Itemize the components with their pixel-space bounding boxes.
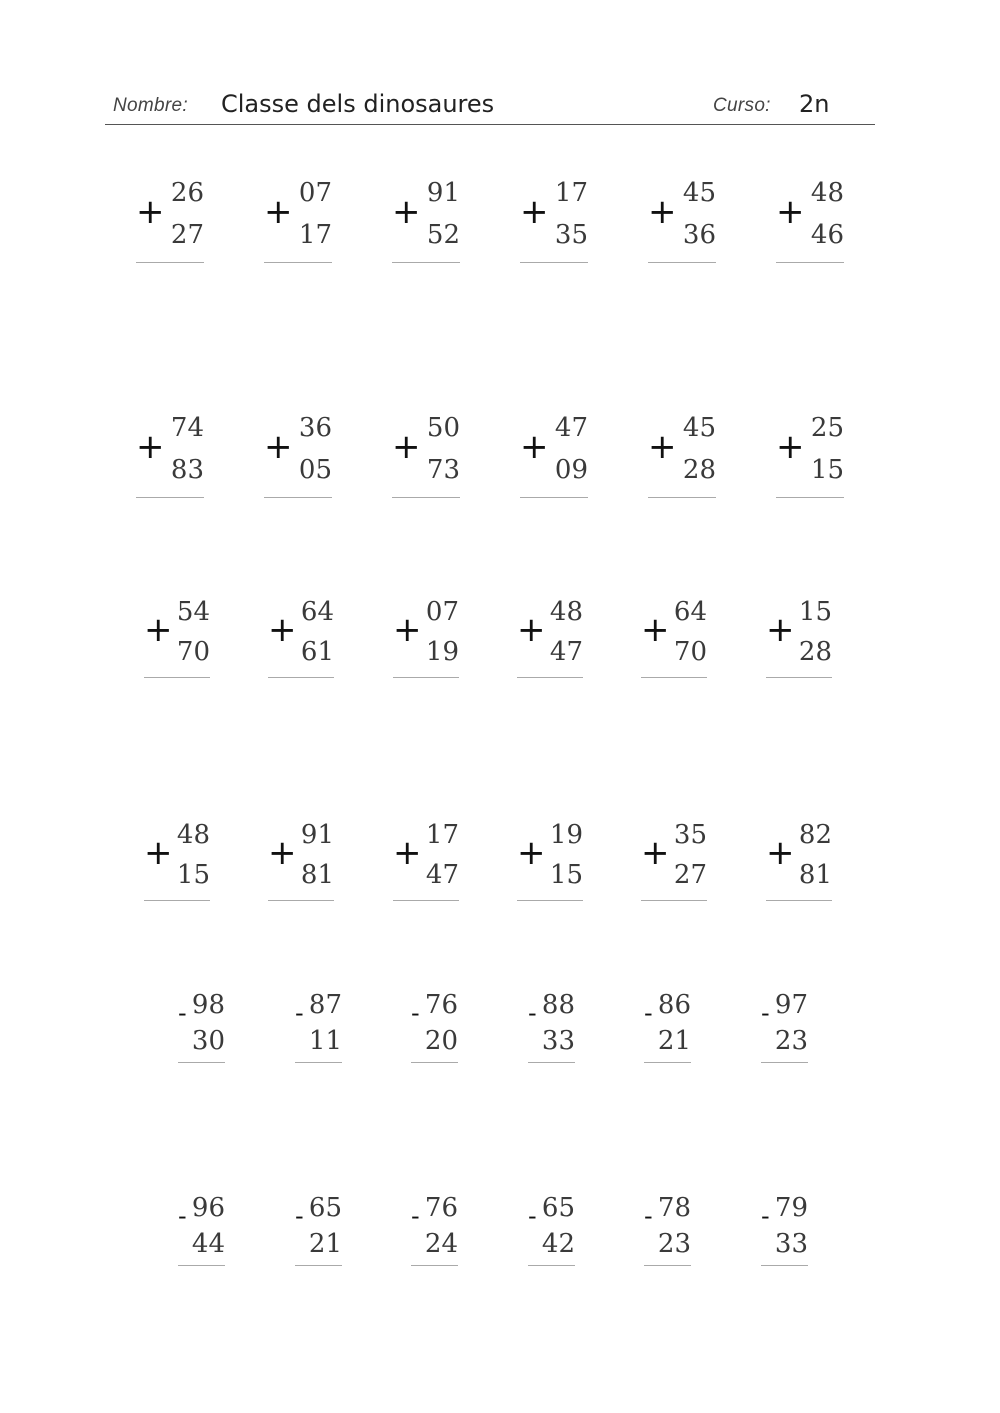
top-number: 50	[426, 413, 460, 443]
answer-line	[761, 1265, 808, 1266]
answer-line	[295, 1265, 342, 1266]
bottom-number: 28	[682, 455, 716, 485]
answer-line	[761, 1062, 808, 1063]
top-number: 86	[657, 990, 691, 1020]
minus-sign: -	[528, 999, 537, 1027]
bottom-number: 21	[308, 1229, 342, 1259]
subtraction-problem	[761, 1193, 808, 1283]
answer-line	[644, 1265, 691, 1266]
addition-problem	[136, 413, 204, 503]
addition-problem	[268, 597, 334, 687]
plus-sign: +	[264, 427, 293, 467]
answer-line	[766, 900, 832, 901]
subtraction-problem	[178, 1193, 225, 1283]
top-number: 48	[549, 597, 583, 627]
answer-line	[392, 497, 460, 498]
plus-sign: +	[268, 833, 297, 873]
top-number: 36	[298, 413, 332, 443]
plus-sign: +	[264, 192, 293, 232]
addition-problem	[268, 820, 334, 910]
answer-line	[268, 677, 334, 678]
subtraction-problem	[528, 1193, 575, 1283]
addition-problem	[264, 178, 332, 268]
answer-line	[393, 900, 459, 901]
answer-line	[520, 497, 588, 498]
bottom-number: 47	[425, 860, 459, 890]
answer-line	[520, 262, 588, 263]
subtraction-problem	[644, 1193, 691, 1283]
bottom-number: 30	[191, 1026, 225, 1056]
bottom-number: 47	[549, 637, 583, 667]
bottom-number: 27	[170, 220, 204, 250]
plus-sign: +	[648, 192, 677, 232]
plus-sign: +	[776, 427, 805, 467]
top-number: 64	[673, 597, 707, 627]
answer-line	[776, 262, 844, 263]
bottom-number: 81	[300, 860, 334, 890]
answer-line	[136, 497, 204, 498]
bottom-number: 27	[673, 860, 707, 890]
bottom-number: 36	[682, 220, 716, 250]
top-number: 17	[554, 178, 588, 208]
answer-line	[641, 900, 707, 901]
addition-problem	[776, 413, 844, 503]
bottom-number: 24	[424, 1229, 458, 1259]
top-number: 17	[425, 820, 459, 850]
bottom-number: 46	[810, 220, 844, 250]
answer-line	[393, 677, 459, 678]
answer-line	[528, 1265, 575, 1266]
addition-problem	[517, 597, 583, 687]
subtraction-problem	[411, 990, 458, 1080]
bottom-number: 33	[541, 1026, 575, 1056]
subtraction-problem	[644, 990, 691, 1080]
bottom-number: 33	[774, 1229, 808, 1259]
top-number: 35	[673, 820, 707, 850]
answer-line	[517, 900, 583, 901]
answer-line	[766, 677, 832, 678]
answer-line	[392, 262, 460, 263]
bottom-number: 15	[176, 860, 210, 890]
addition-problem	[766, 820, 832, 910]
answer-line	[528, 1062, 575, 1063]
subtraction-problem	[761, 990, 808, 1080]
addition-problem	[144, 597, 210, 687]
addition-problem	[393, 597, 459, 687]
top-number: 91	[426, 178, 460, 208]
answer-line	[411, 1062, 458, 1063]
bottom-number: 23	[774, 1026, 808, 1056]
top-number: 19	[549, 820, 583, 850]
plus-sign: +	[393, 610, 422, 650]
addition-problem	[776, 178, 844, 268]
answer-line	[136, 262, 204, 263]
top-number: 88	[541, 990, 575, 1020]
answer-line	[648, 262, 716, 263]
plus-sign: +	[517, 833, 546, 873]
minus-sign: -	[761, 999, 770, 1027]
name-value: Classe dels dinosaures	[221, 90, 495, 118]
bottom-number: 17	[298, 220, 332, 250]
bottom-number: 81	[798, 860, 832, 890]
top-number: 79	[774, 1193, 808, 1223]
answer-line	[648, 497, 716, 498]
course-label: Curso:	[713, 95, 771, 116]
top-number: 07	[298, 178, 332, 208]
bottom-number: 09	[554, 455, 588, 485]
top-number: 15	[798, 597, 832, 627]
addition-problem	[648, 413, 716, 503]
answer-line	[144, 677, 210, 678]
answer-line	[641, 677, 707, 678]
plus-sign: +	[136, 192, 165, 232]
top-number: 97	[774, 990, 808, 1020]
top-number: 45	[682, 413, 716, 443]
addition-problem	[264, 413, 332, 503]
plus-sign: +	[144, 833, 173, 873]
minus-sign: -	[411, 1202, 420, 1230]
addition-problem	[392, 413, 460, 503]
addition-problem	[520, 413, 588, 503]
top-number: 64	[300, 597, 334, 627]
answer-line	[178, 1265, 225, 1266]
plus-sign: +	[641, 833, 670, 873]
top-number: 91	[300, 820, 334, 850]
answer-line	[264, 262, 332, 263]
top-number: 54	[176, 597, 210, 627]
plus-sign: +	[392, 192, 421, 232]
subtraction-problem	[528, 990, 575, 1080]
bottom-number: 70	[673, 637, 707, 667]
minus-sign: -	[644, 1202, 653, 1230]
addition-problem	[144, 820, 210, 910]
addition-problem	[648, 178, 716, 268]
subtraction-problem	[411, 1193, 458, 1283]
top-number: 76	[424, 1193, 458, 1223]
top-number: 98	[191, 990, 225, 1020]
top-number: 48	[176, 820, 210, 850]
plus-sign: +	[144, 610, 173, 650]
bottom-number: 42	[541, 1229, 575, 1259]
top-number: 26	[170, 178, 204, 208]
plus-sign: +	[776, 192, 805, 232]
addition-problem	[517, 820, 583, 910]
plus-sign: +	[517, 610, 546, 650]
top-number: 65	[308, 1193, 342, 1223]
minus-sign: -	[411, 999, 420, 1027]
name-label: Nombre:	[113, 95, 188, 116]
top-number: 48	[810, 178, 844, 208]
bottom-number: 15	[810, 455, 844, 485]
answer-line	[178, 1062, 225, 1063]
bottom-number: 20	[424, 1026, 458, 1056]
minus-sign: -	[761, 1202, 770, 1230]
answer-line	[644, 1062, 691, 1063]
course-value: 2n	[799, 90, 830, 118]
answer-line	[264, 497, 332, 498]
addition-problem	[392, 178, 460, 268]
worksheet-header	[105, 86, 875, 125]
addition-problem	[520, 178, 588, 268]
bottom-number: 73	[426, 455, 460, 485]
answer-line	[776, 497, 844, 498]
bottom-number: 05	[298, 455, 332, 485]
bottom-number: 83	[170, 455, 204, 485]
minus-sign: -	[295, 999, 304, 1027]
minus-sign: -	[528, 1202, 537, 1230]
subtraction-problem	[295, 1193, 342, 1283]
bottom-number: 35	[554, 220, 588, 250]
bottom-number: 61	[300, 637, 334, 667]
bottom-number: 70	[176, 637, 210, 667]
top-number: 65	[541, 1193, 575, 1223]
top-number: 74	[170, 413, 204, 443]
top-number: 87	[308, 990, 342, 1020]
bottom-number: 23	[657, 1229, 691, 1259]
top-number: 07	[425, 597, 459, 627]
bottom-number: 11	[308, 1026, 342, 1056]
plus-sign: +	[641, 610, 670, 650]
answer-line	[295, 1062, 342, 1063]
bottom-number: 19	[425, 637, 459, 667]
plus-sign: +	[648, 427, 677, 467]
bottom-number: 15	[549, 860, 583, 890]
plus-sign: +	[520, 427, 549, 467]
bottom-number: 44	[191, 1229, 225, 1259]
top-number: 45	[682, 178, 716, 208]
plus-sign: +	[393, 833, 422, 873]
addition-problem	[766, 597, 832, 687]
addition-problem	[641, 820, 707, 910]
top-number: 47	[554, 413, 588, 443]
subtraction-problem	[178, 990, 225, 1080]
bottom-number: 52	[426, 220, 460, 250]
plus-sign: +	[268, 610, 297, 650]
answer-line	[268, 900, 334, 901]
top-number: 76	[424, 990, 458, 1020]
minus-sign: -	[644, 999, 653, 1027]
bottom-number: 21	[657, 1026, 691, 1056]
top-number: 25	[810, 413, 844, 443]
plus-sign: +	[766, 833, 795, 873]
bottom-number: 28	[798, 637, 832, 667]
addition-problem	[641, 597, 707, 687]
minus-sign: -	[295, 1202, 304, 1230]
subtraction-problem	[295, 990, 342, 1080]
addition-problem	[393, 820, 459, 910]
plus-sign: +	[766, 610, 795, 650]
answer-line	[517, 677, 583, 678]
top-number: 82	[798, 820, 832, 850]
plus-sign: +	[136, 427, 165, 467]
answer-line	[411, 1265, 458, 1266]
addition-problem	[136, 178, 204, 268]
minus-sign: -	[178, 999, 187, 1027]
top-number: 96	[191, 1193, 225, 1223]
plus-sign: +	[520, 192, 549, 232]
minus-sign: -	[178, 1202, 187, 1230]
answer-line	[144, 900, 210, 901]
plus-sign: +	[392, 427, 421, 467]
top-number: 78	[657, 1193, 691, 1223]
